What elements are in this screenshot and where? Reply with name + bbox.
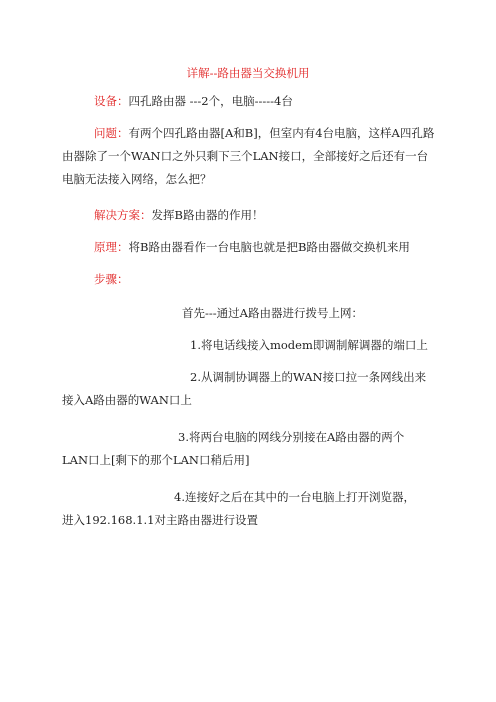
device-text: 四孔路由器 ---2个，电脑-----4台 [128, 94, 293, 108]
step-1: 1.将电话线接入modem即调制解调器的端口上 [190, 338, 428, 352]
solution-label: 解决方案： [94, 208, 152, 222]
principle-paragraph [62, 236, 436, 259]
step-4-line-2: 进入192.168.1.1对主路由器进行设置 [62, 513, 258, 527]
question-paragraph [62, 122, 436, 191]
steps-heading [62, 268, 436, 291]
solution-paragraph [62, 204, 436, 227]
solution-text: 发挥B路由器的作用！ [151, 208, 264, 222]
principle-label: 原理： [94, 240, 129, 254]
question-label: 问题： [94, 126, 129, 140]
principle-text: 将B路由器看作一台电脑也就是把B路由器做交换机来用 [128, 240, 410, 254]
device-label: 设备： [94, 94, 129, 108]
steps-label: 步骤： [94, 272, 129, 286]
step-4-line-1: 4.连接好之后在其中的一台电脑上打开浏览器， [174, 490, 415, 504]
step-2-line-1: 2.从调制协调器上的WAN接口拉一条网线出来 [190, 370, 427, 384]
step-2-line-2: 接入A路由器的WAN口上 [62, 393, 192, 407]
device-paragraph [62, 90, 436, 113]
question-text: 有两个四孔路由器[A和B]，但室内有4台电脑，这样A四孔路由器除了一个WAN口之外只剩下三个LAN接口，全部接好之后还有一台电脑无法接入网络，怎么把？ [62, 126, 435, 186]
step-3-line-2: LAN口上[剩下的那个LAN口稍后用] [62, 453, 250, 467]
steps-intro: 首先---通过A路由器进行拨号上网： [182, 306, 363, 320]
step-3-line-1: 3.将两台电脑的网线分别接在A路由器的两个 [178, 430, 405, 444]
document-title: 详解--路由器当交换机用 [186, 66, 310, 80]
